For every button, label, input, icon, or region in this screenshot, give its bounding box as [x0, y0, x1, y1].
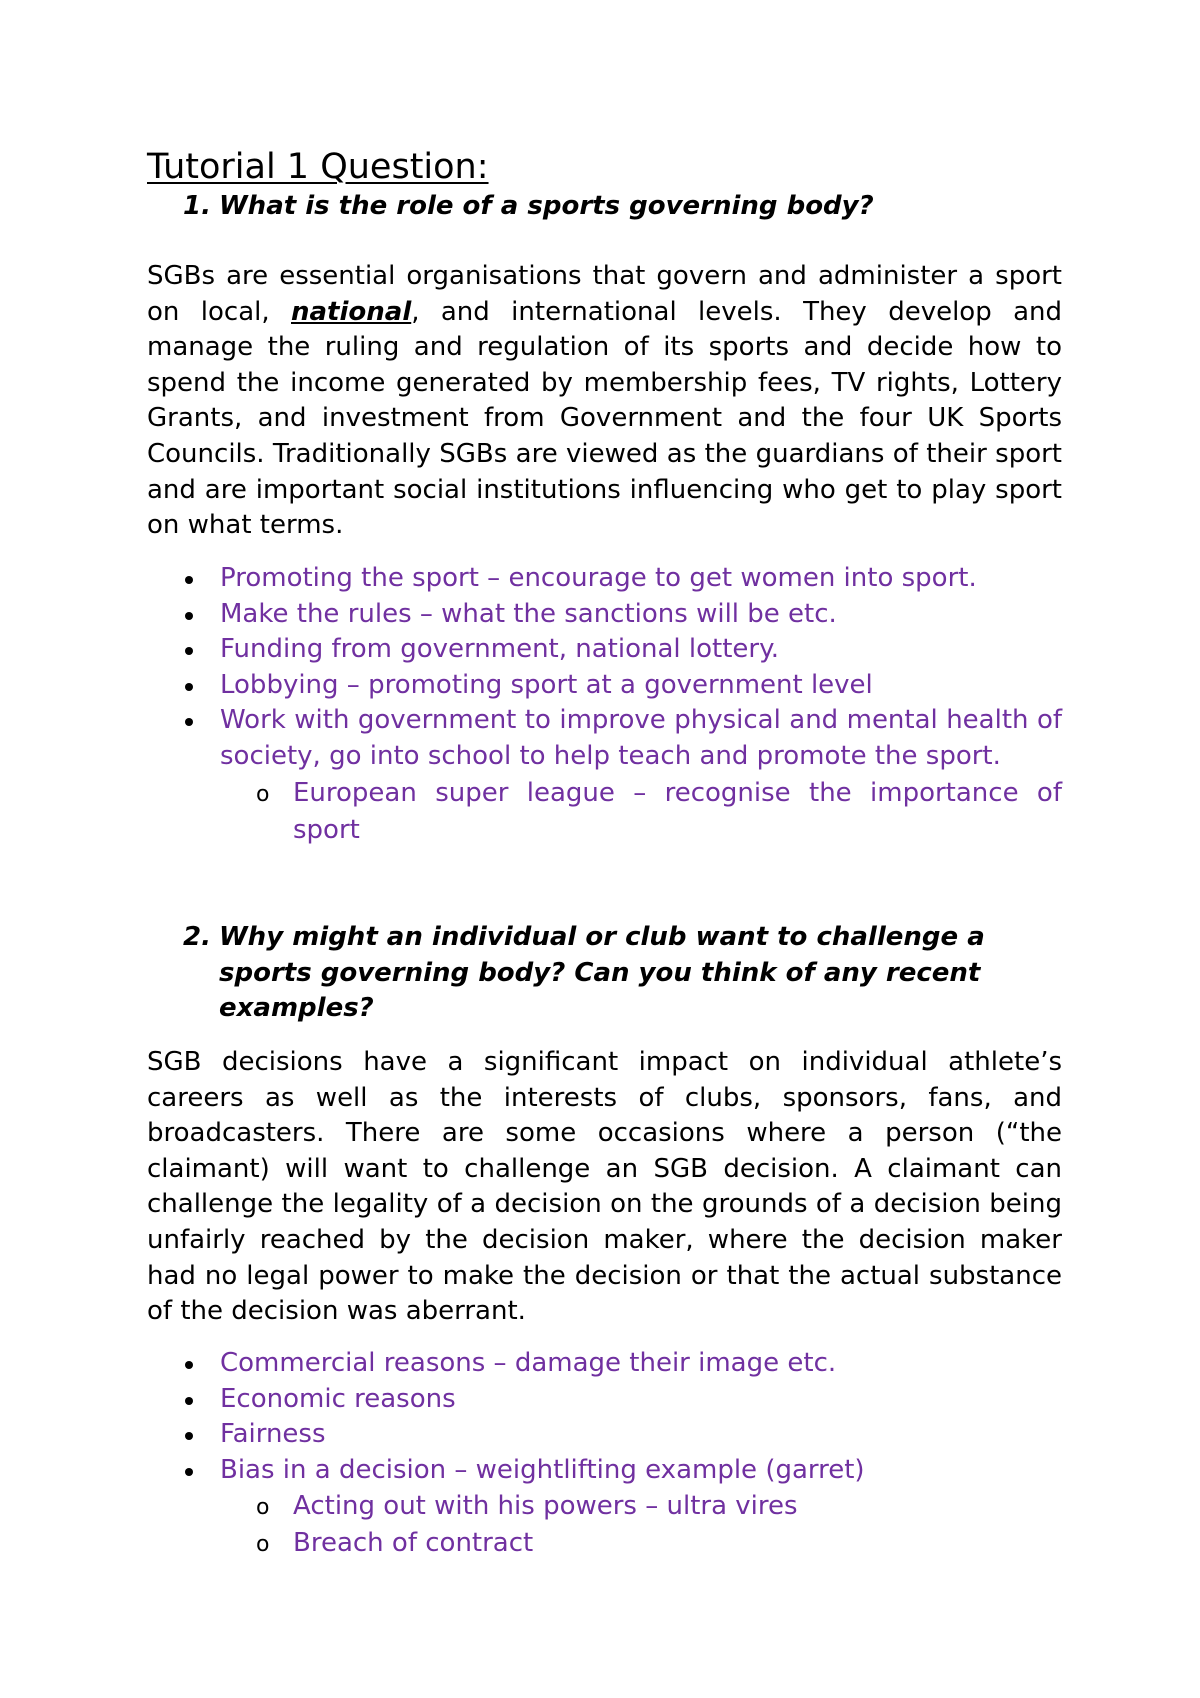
- list-item: [147, 703, 1062, 774]
- answer-1-text-end: , and international levels. They develop and manage the ruling and regulation of its sports and decide how to spend the income generated by membership fees, TV rights, Lottery Grants, and investment from Government and the four UK Sports Councils. Traditionally SGBs are viewed as the guardians of their sport and are important social institutions influencing who get to play sport on what terms.: [147, 296, 1063, 541]
- bullet-icon: [185, 1468, 193, 1476]
- page-title: Tutorial 1 Question:: [147, 147, 489, 187]
- list-item: [147, 1346, 1062, 1382]
- bullet-icon: [185, 647, 193, 655]
- circle-bullet-icon: o: [256, 1495, 270, 1521]
- list-item: [147, 668, 1062, 704]
- answer-1-emphasis: national: [291, 296, 412, 327]
- question-1-notes: [147, 561, 1062, 849]
- list-item-text: Promoting the sport – encourage to get women into sport.: [220, 563, 977, 593]
- sub-list-item-text: European super league – recognise the importance of sport: [293, 777, 1062, 845]
- sub-list-item: [147, 1488, 1062, 1525]
- bullet-icon: [185, 718, 193, 726]
- bullet-icon: [185, 1397, 193, 1405]
- list-item-text: Commercial reasons – damage their image etc.: [220, 1348, 837, 1378]
- question-1-answer: [147, 259, 1062, 544]
- circle-bullet-icon: o: [256, 781, 270, 807]
- sub-list-item: [147, 775, 1062, 849]
- bullet-icon: [185, 612, 193, 620]
- bullet-icon: [185, 1361, 193, 1369]
- sub-list-item-text: Acting out with his powers – ultra vires: [293, 1491, 798, 1522]
- answer-1-text-start: SGBs are essential organisations that govern and administer a sport on local,: [147, 261, 1062, 327]
- list-item: [147, 632, 1062, 668]
- bullet-icon: [185, 1432, 193, 1440]
- sub-list-item-text: Breach of contract: [293, 1528, 534, 1559]
- bullet-icon: [185, 683, 193, 691]
- list-item: [147, 597, 1062, 633]
- list-item-text: Economic reasons: [220, 1383, 456, 1414]
- circle-bullet-icon: o: [256, 1532, 270, 1558]
- list-item: [147, 1453, 1062, 1489]
- list-item: [147, 1382, 1062, 1418]
- list-item-text: Funding from government, national lottery.: [220, 634, 780, 665]
- list-item-text: Lobbying – promoting sport at a government level: [220, 669, 873, 700]
- list-item: [147, 1417, 1062, 1453]
- question-1: [147, 189, 1062, 225]
- question-2-number: 2.: [183, 922, 211, 952]
- list-item-text: Bias in a decision – weightlifting example (garret): [220, 1454, 865, 1485]
- list-item-text: Fairness: [220, 1419, 326, 1450]
- list-item-text: Make the rules – what the sanctions will be etc.: [220, 598, 837, 629]
- question-2-answer: SGB decisions have a significant impact on individual athlete’s careers as well as the interests of clubs, sponsors, fans, and broadcasters. There are some occasions where a person (“the claimant) will want to challenge an SGB decision. A claimant can challenge the legality of a decision on the grounds of a decision being unfairly reached by the decision maker, where the decision maker had no legal power to make the decision or that the actual substance of the decision was aberrant.: [147, 1047, 1062, 1327]
- list-item-text: Work with government to improve physical and mental health of society, go into school to help teach and promote the sport.: [220, 705, 1062, 771]
- list-item: [147, 561, 1062, 597]
- sub-list-item: [147, 1525, 1062, 1562]
- question-1-text: What is the role of a sports governing body?: [219, 191, 874, 221]
- question-2-text: Why might an individual or club want to challenge a sports governing body? Can you think of any recent examples?: [219, 922, 985, 1023]
- bullet-icon: [185, 576, 193, 584]
- question-2-notes: [147, 1346, 1062, 1562]
- question-1-number: 1.: [183, 191, 211, 221]
- question-2: [147, 920, 1062, 1027]
